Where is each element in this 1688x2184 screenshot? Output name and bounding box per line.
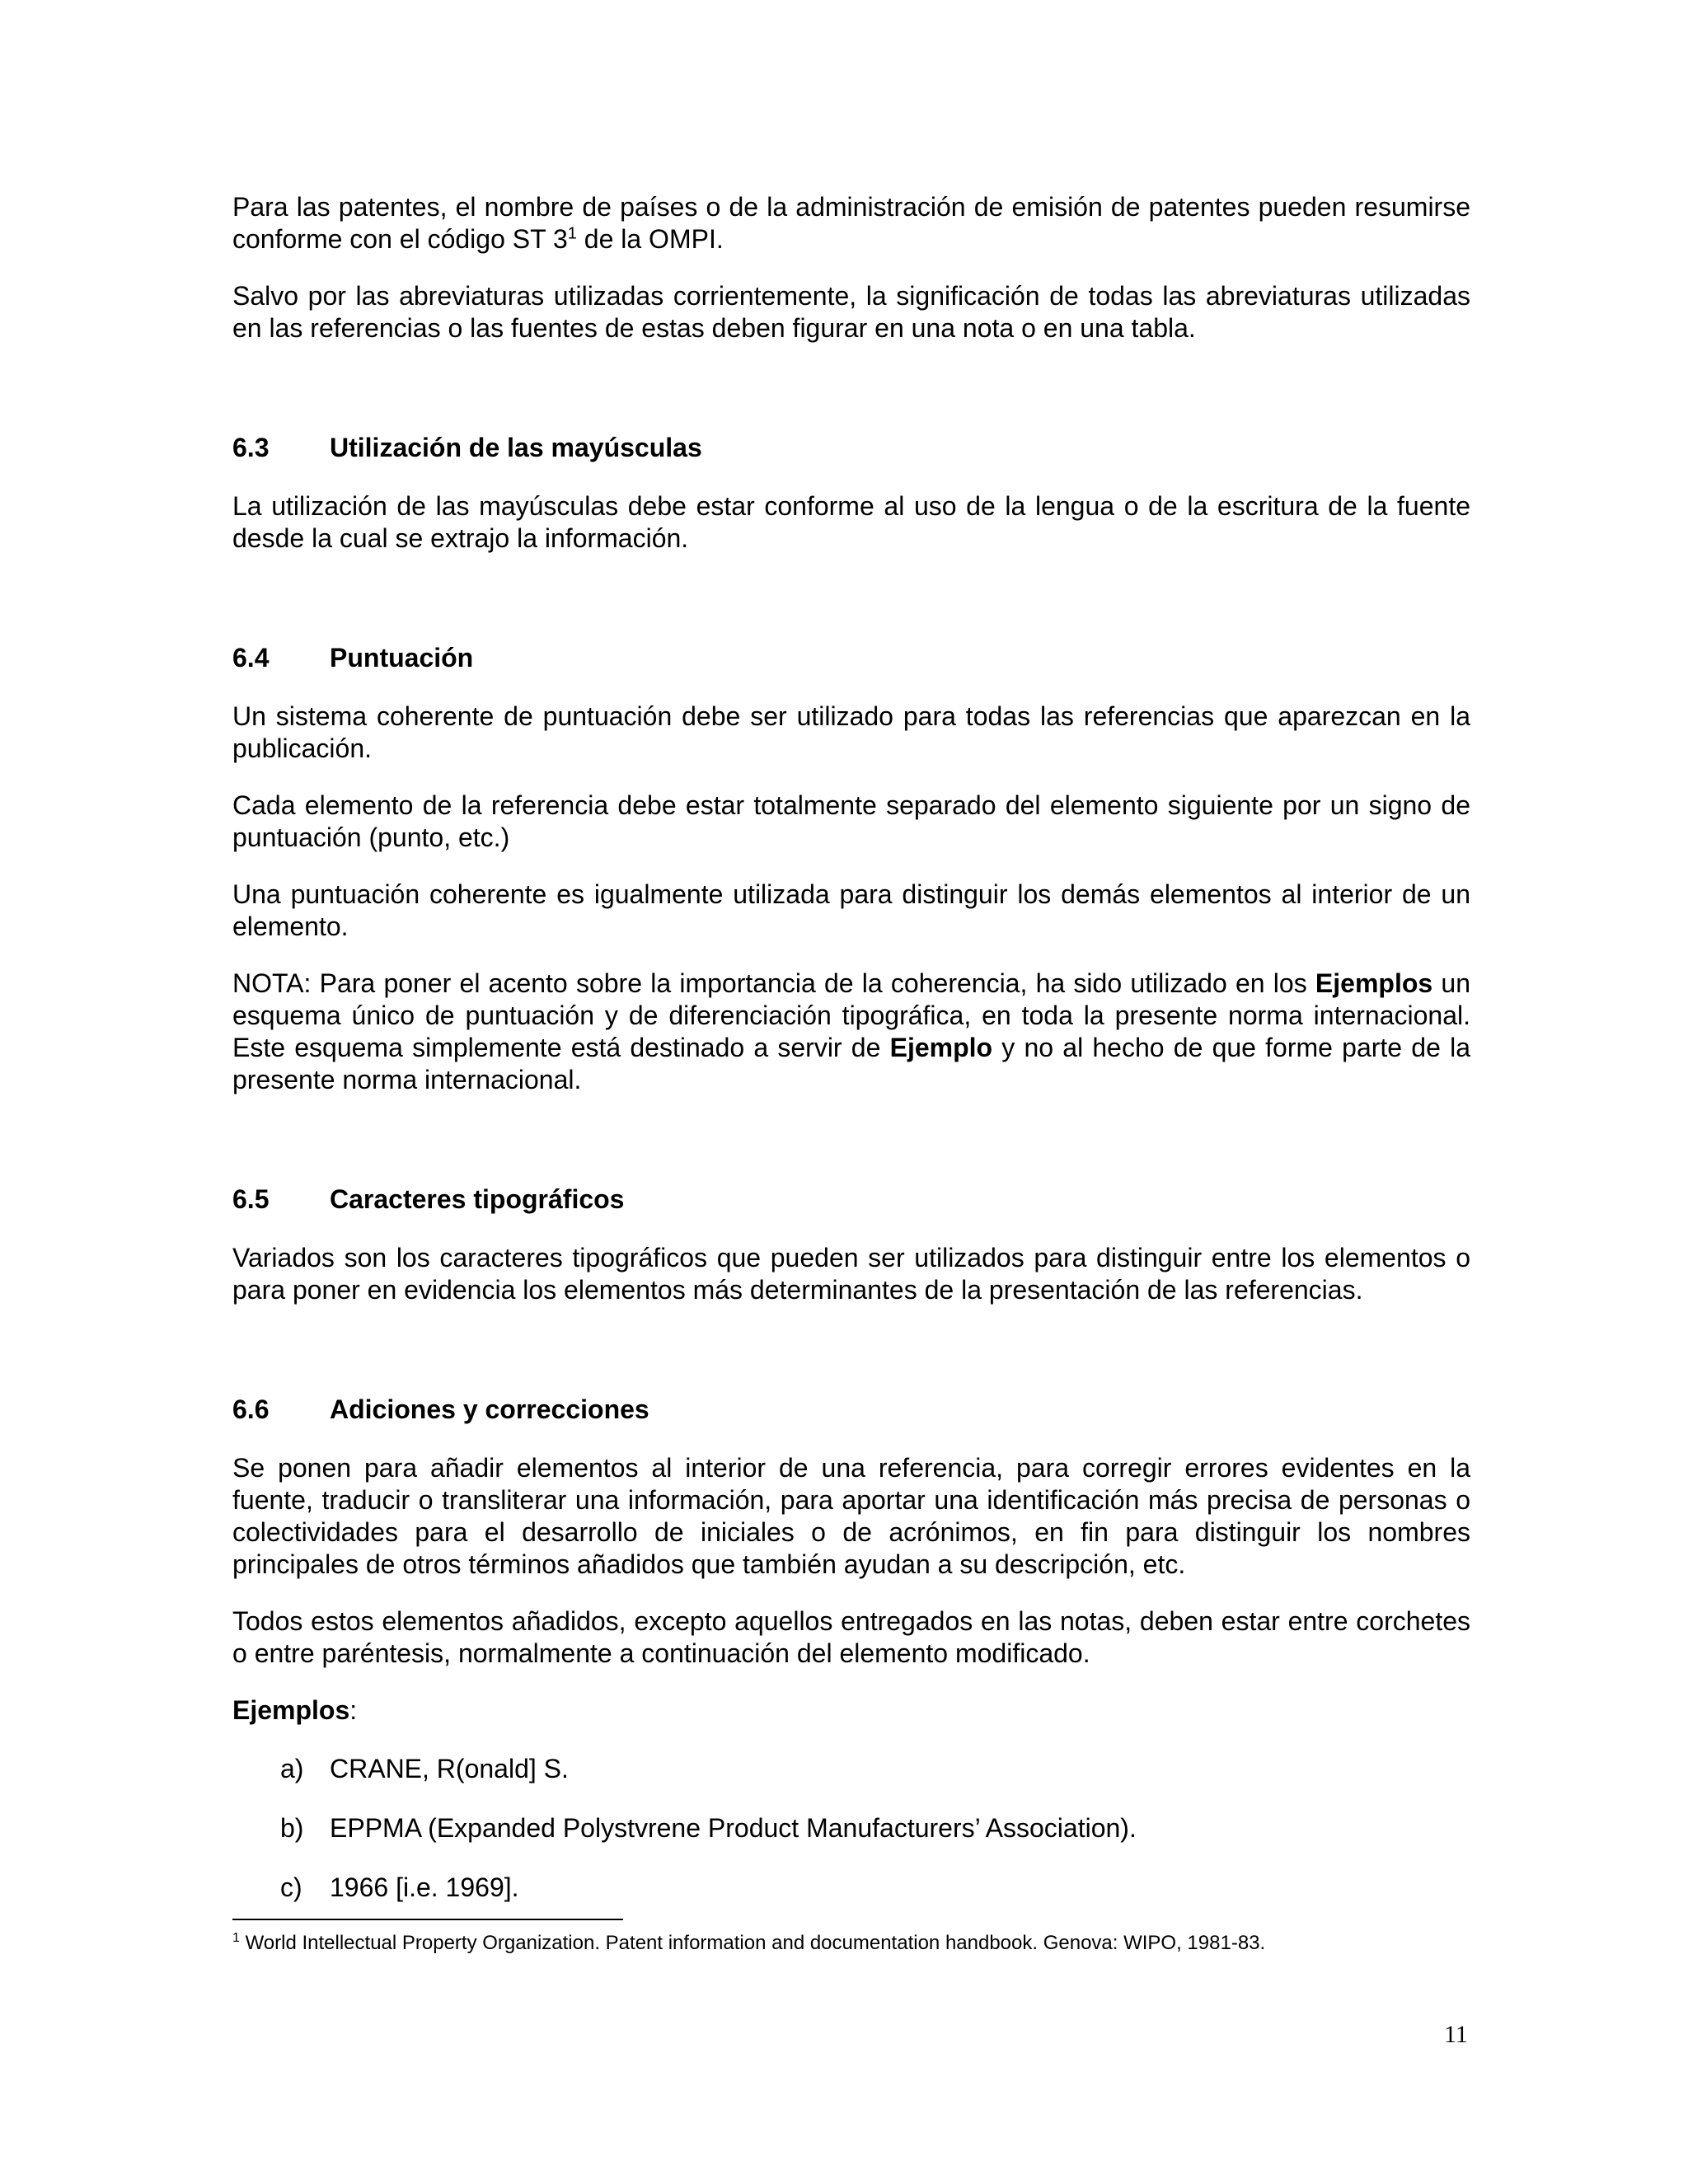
paragraph: Un sistema coherente de puntuación debe ser utilizado para todas las referencias que aparezcan en la publicación. — [232, 701, 1470, 763]
paragraph-patent-codes — [232, 191, 1470, 255]
list-item — [280, 1812, 1470, 1844]
section-title: Adiciones y correcciones — [330, 1394, 649, 1424]
footnote-divider — [232, 1919, 623, 1920]
list-marker: c) — [280, 1872, 302, 1902]
page-content — [232, 191, 1470, 1904]
section-heading-6-4 — [232, 642, 1470, 674]
footnote-text: World Intellectual Property Organization. Patent information and documentation handbook. Genova: WIPO, 1981-83. — [239, 1932, 1266, 1954]
examples-label: Ejemplos — [232, 1695, 350, 1725]
nota-bold: Ejemplos — [1315, 968, 1433, 998]
nota-bold: Ejemplo — [889, 1033, 993, 1062]
paragraph: Todos estos elementos añadidos, excepto aquellos entregados en las notas, deben estar entre corchetes o entre paréntesis, normalmente a continuación del elemento modificado. — [232, 1606, 1470, 1668]
list-item — [280, 1753, 1470, 1785]
list-marker: b) — [280, 1813, 304, 1843]
paragraph: Variados son los caracteres tipográficos que pueden ser utilizados para distinguir entre los elementos o para poner en evidencia los elementos más determinantes de la presentación de las referencias. — [232, 1243, 1470, 1305]
footnote-marker: 1 — [232, 1931, 240, 1945]
paragraph-abbreviations: Salvo por las abreviaturas utilizadas corrientemente, la significación de todas las abreviaturas utilizadas en las referencias o las fuentes de estas deben figurar en una nota o en una tabla. — [232, 281, 1470, 343]
examples-heading — [232, 1694, 1470, 1727]
paragraph-text: de la OMPI. — [576, 224, 724, 254]
paragraph-text: Para las patentes, el nombre de países o de la administración de emisión de patentes pueden resumirse conforme con el código ST 3 — [232, 192, 1470, 254]
examples-colon: : — [349, 1695, 358, 1725]
paragraph: La utilización de las mayúsculas debe estar conforme al uso de la lengua o de la escritura de la fuente desde la cual se extrajo la información. — [232, 491, 1470, 553]
section-title: Caracteres tipográficos — [330, 1184, 625, 1214]
section-title: Puntuación — [330, 643, 474, 673]
section-number: 6.5 — [232, 1184, 270, 1214]
nota-paragraph — [232, 968, 1470, 1096]
paragraph: Una puntuación coherente es igualmente utilizada para distinguir los demás elementos al interior de un elemento. — [232, 879, 1470, 941]
nota-text: y no al hecho de que forme parte de la presente norma internacional. — [232, 1033, 1471, 1094]
nota-text: un esquema único de puntuación y de diferenciación tipográfica, en toda la presente norma internacional. Este esquema simplemente está destinado a servir de — [232, 968, 1471, 1062]
list-marker: a) — [280, 1754, 304, 1783]
footnote-ref: 1 — [567, 224, 577, 243]
list-item-text: CRANE, R(onald] S. — [330, 1754, 569, 1783]
list-item — [280, 1872, 1470, 1904]
paragraph: Cada elemento de la referencia debe estar totalmente separado del elemento siguiente por un signo de puntuación (punto, etc.) — [232, 790, 1470, 852]
paragraph: Se ponen para añadir elementos al interior de una referencia, para corregir errores evidentes en la fuente, traducir o transliterar una información, para aportar una identificación más precisa de personas o colectividades para el desarrollo de iniciales o de acrónimos, en fin para distinguir los nombres principales de otros términos añadidos que también ayudan a su descripción, etc. — [232, 1453, 1470, 1579]
section-heading-6-3 — [232, 432, 1470, 464]
list-item-text: 1966 [i.e. 1969]. — [330, 1872, 519, 1902]
nota-text: NOTA: Para poner el acento sobre la importancia de la coherencia, ha sido utilizado en los — [232, 968, 1315, 998]
section-number: 6.4 — [232, 643, 270, 673]
section-heading-6-6 — [232, 1394, 1470, 1426]
section-title: Utilización de las mayúsculas — [330, 433, 702, 462]
section-number: 6.6 — [232, 1394, 270, 1424]
list-item-text: EPPMA (Expanded Polystvrene Product Manufacturers’ Association). — [330, 1813, 1137, 1843]
section-number: 6.3 — [232, 433, 270, 462]
section-heading-6-5 — [232, 1183, 1470, 1216]
page-number: 11 — [1444, 2021, 1468, 2048]
footnote — [232, 1931, 1265, 1956]
examples-list — [232, 1753, 1470, 1904]
